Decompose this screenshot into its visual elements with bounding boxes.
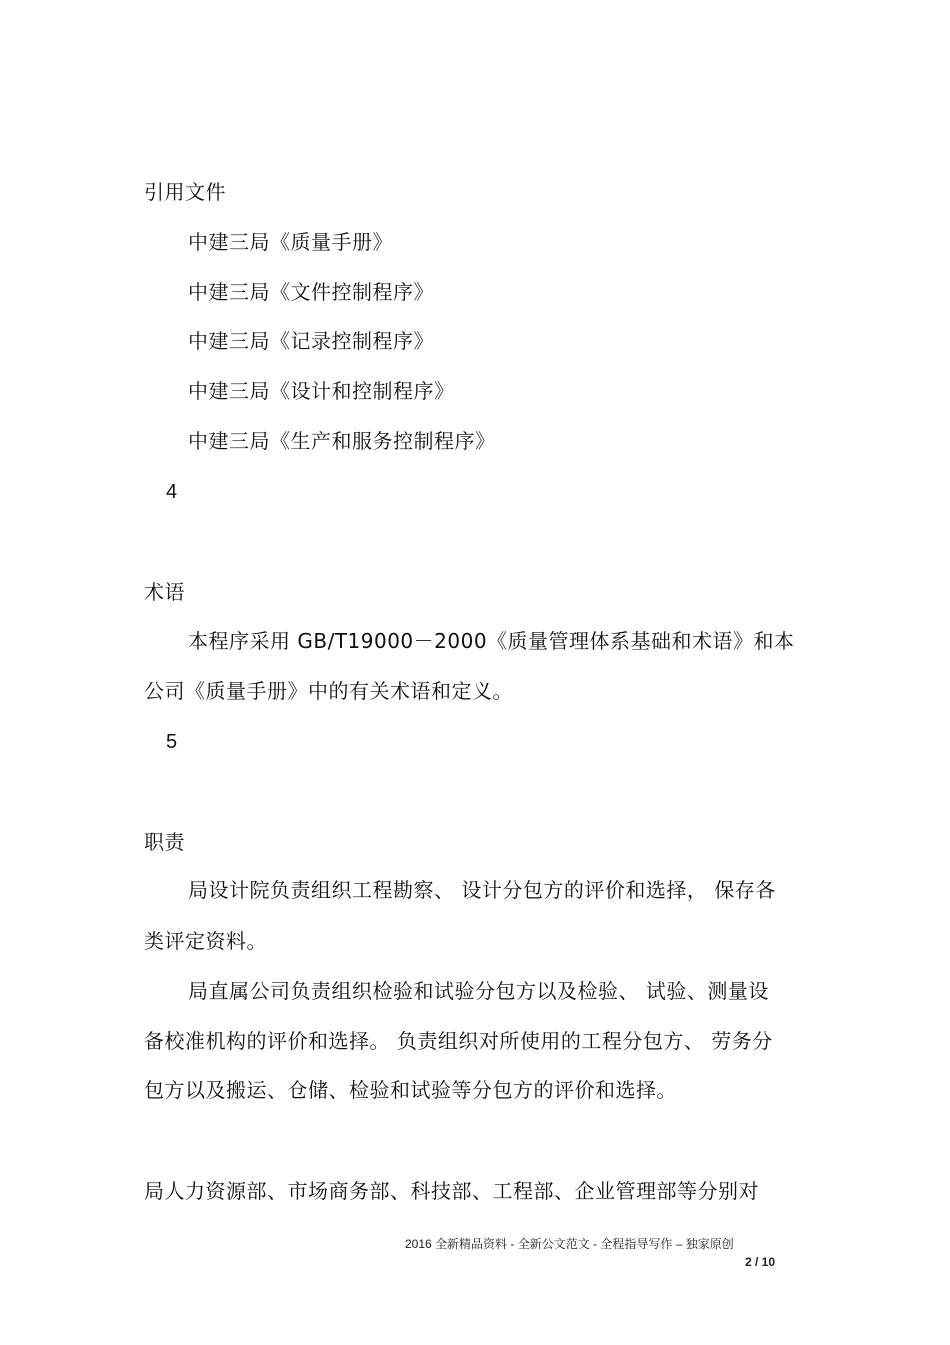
reference-item: 中建三局《生产和服务控制程序》 — [188, 429, 496, 453]
page-number: 2 / 10 — [745, 1255, 776, 1269]
section-heading-references: 引用文件 — [144, 180, 226, 204]
reference-item: 中建三局《记录控制程序》 — [188, 329, 434, 353]
reference-item: 中建三局《文件控制程序》 — [188, 280, 434, 304]
paragraph-line: 局直属公司负责组织检验和试验分包方以及检验、 试验、测量设 — [188, 979, 769, 1003]
section-heading-terminology: 术语 — [144, 580, 185, 604]
footer-promo-text: 2016 全新精品资料 - 全新公文范文 - 全程指导写作 – 独家原创 — [405, 1237, 734, 1251]
section-heading-responsibilities: 职责 — [144, 830, 185, 854]
section-number: 4 — [166, 481, 178, 503]
section-number: 5 — [166, 731, 178, 753]
paragraph-line: 包方以及搬运、仓储、检验和试验等分包方的评价和选择。 — [144, 1078, 677, 1102]
paragraph-line: 类评定资料。 — [144, 929, 267, 953]
reference-item: 中建三局《设计和控制程序》 — [188, 379, 455, 403]
paragraph-line: 本程序采用 GB/T19000－2000《质量管理体系基础和术语》和本 — [188, 629, 795, 653]
reference-item: 中建三局《质量手册》 — [188, 230, 393, 254]
paragraph-line: 局设计院负责组织工程勘察、 设计分包方的评价和选择， 保存各 — [188, 878, 776, 902]
paragraph-line: 公司《质量手册》中的有关术语和定义。 — [144, 679, 513, 703]
paragraph-line: 备校准机构的评价和选择。 负责组织对所使用的工程分包方、 劳务分 — [144, 1029, 773, 1053]
paragraph-line: 局人力资源部、市场商务部、科技部、工程部、企业管理部等分别对 — [144, 1179, 759, 1203]
